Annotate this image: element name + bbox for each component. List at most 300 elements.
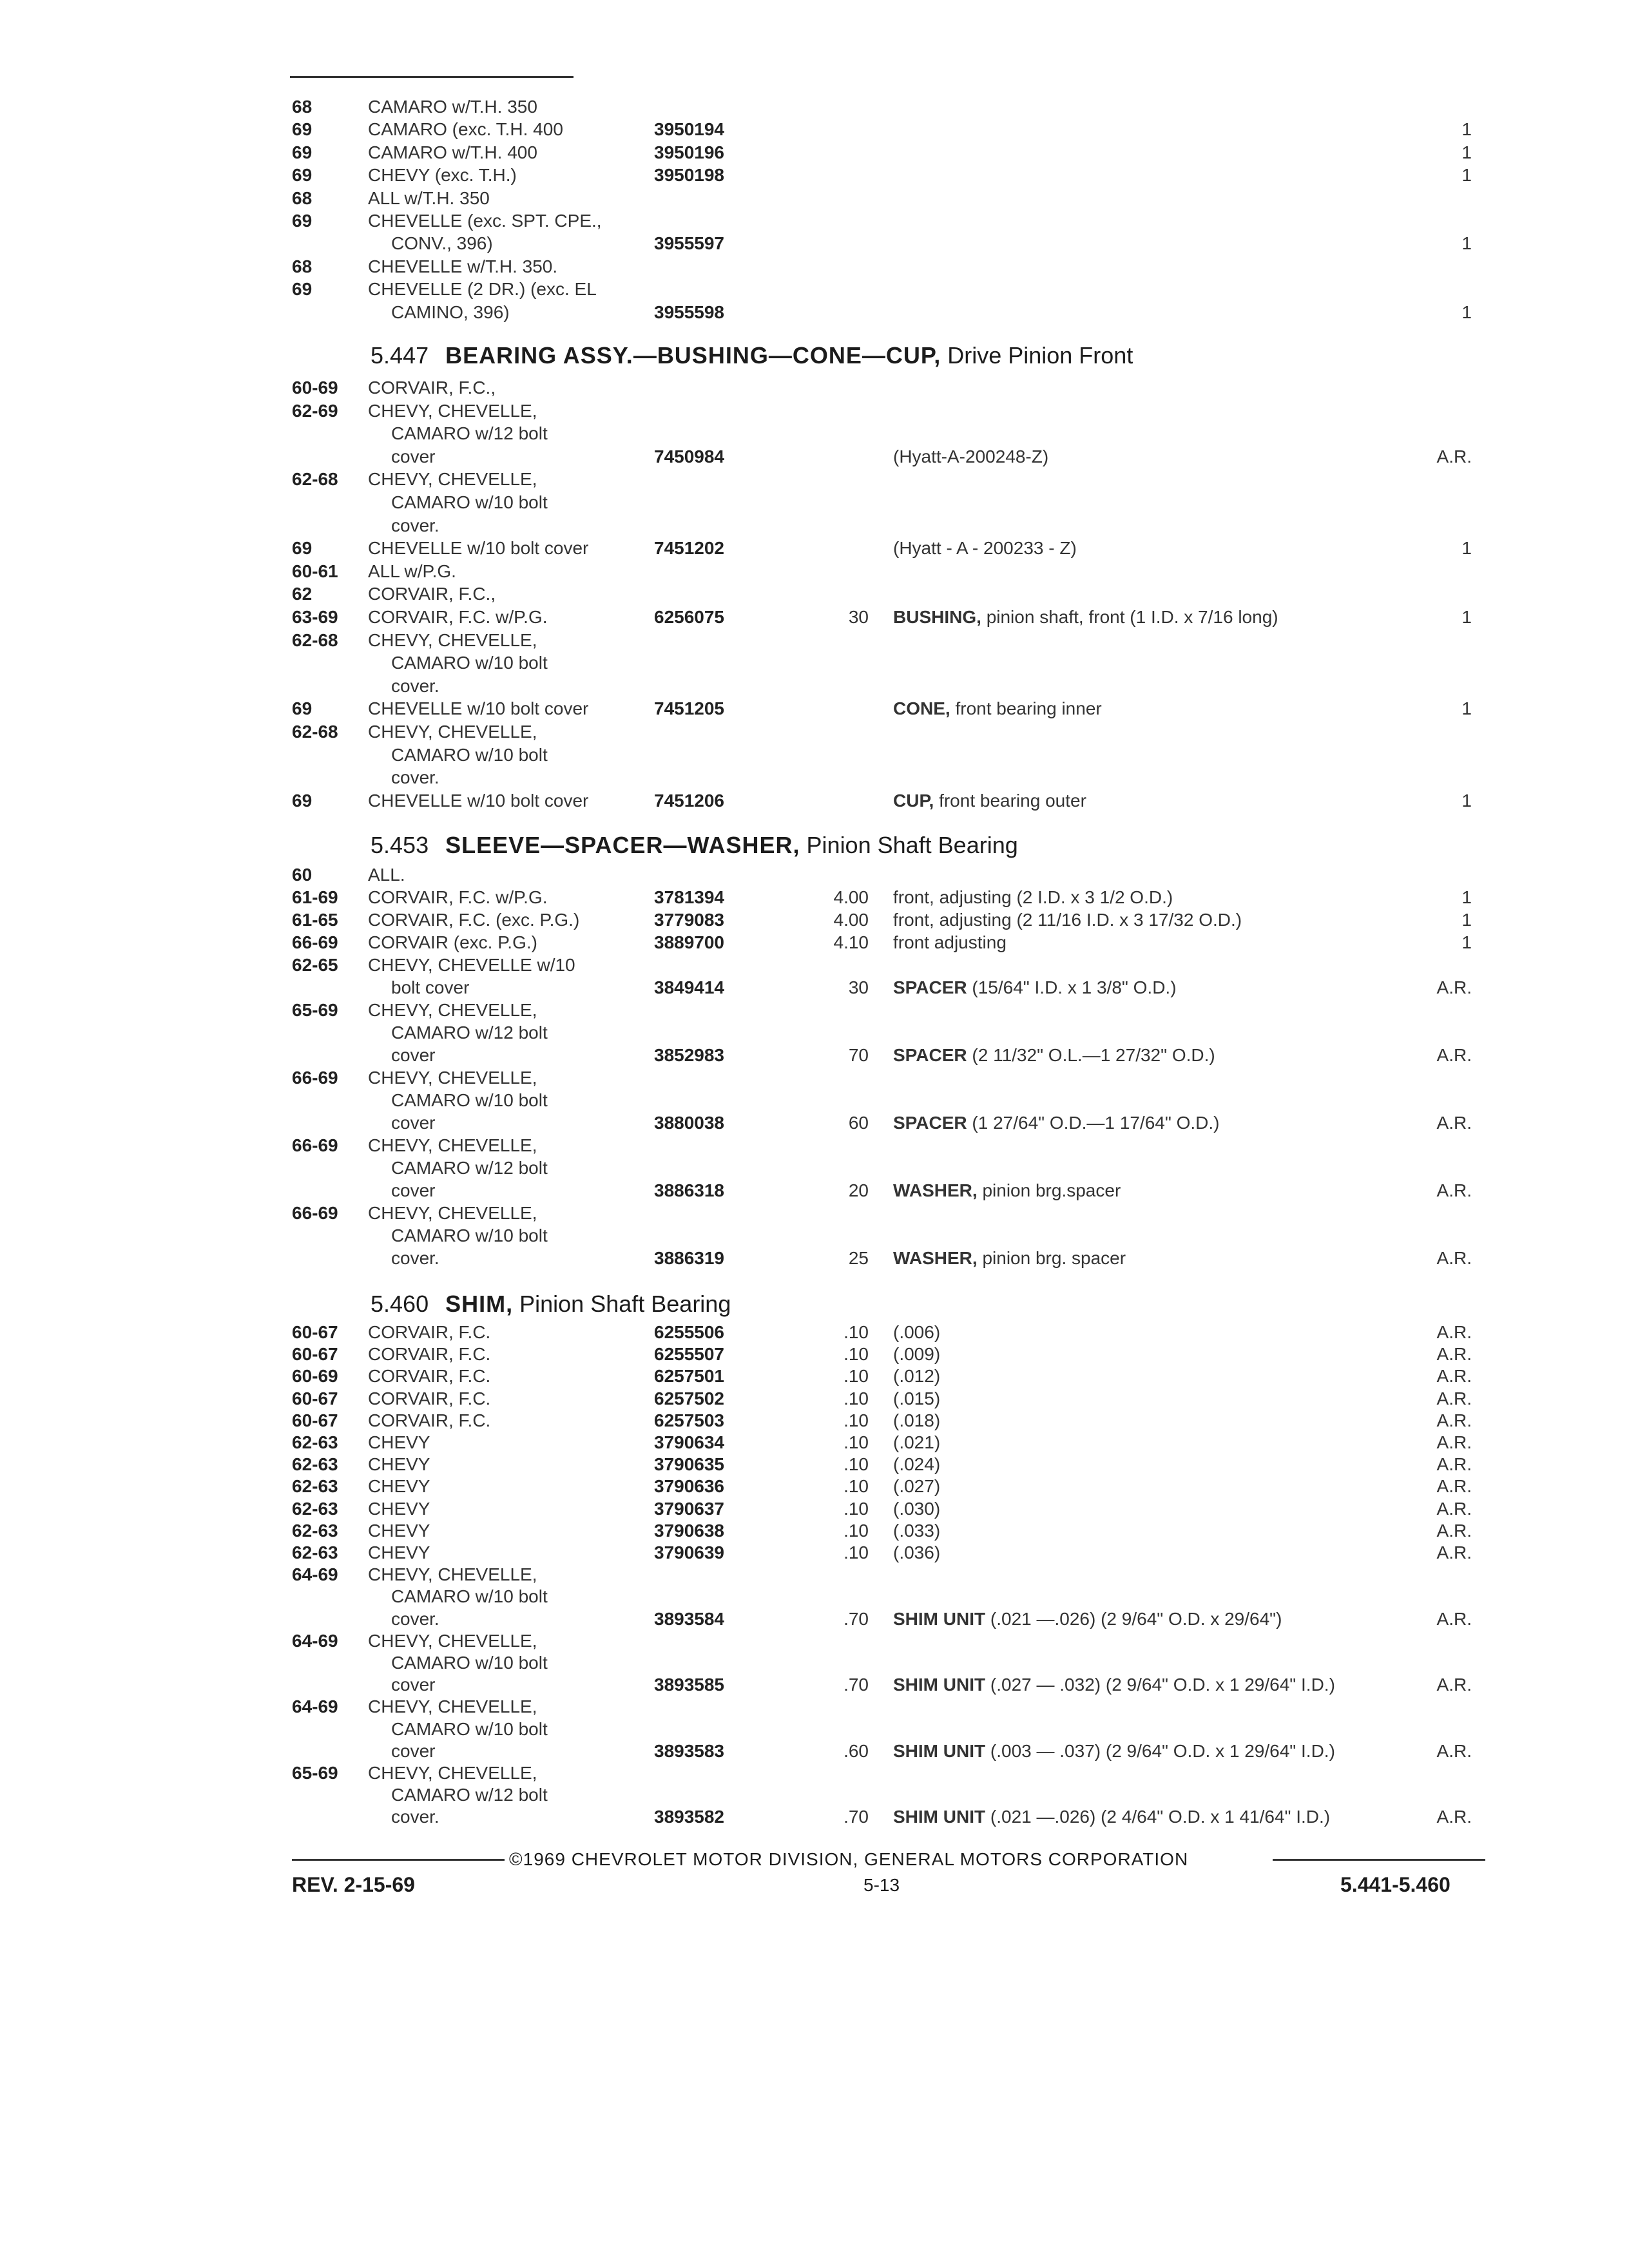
- model-application: CORVAIR, F.C.: [368, 1344, 491, 1365]
- model-years: 61-65: [292, 910, 338, 930]
- part-number: 3852983: [654, 1045, 725, 1065]
- quantity: 1: [1461, 165, 1472, 186]
- model-application: CHEVY, CHEVELLE,: [368, 1068, 537, 1088]
- part-description: [893, 537, 1077, 560]
- parts-row: [0, 1387, 1629, 1410]
- part-number: 3781394: [654, 887, 725, 907]
- part-number: 3893585: [654, 1675, 725, 1695]
- model-years: 62-63: [292, 1498, 338, 1519]
- quantity: 1: [1461, 233, 1472, 254]
- model-application: CAMARO w/10 bolt: [391, 1718, 548, 1739]
- model-years: 69: [292, 279, 313, 300]
- parts-row: [0, 1475, 1629, 1498]
- model-years: 65-69: [292, 1000, 338, 1020]
- part-number: 6257503: [654, 1410, 725, 1430]
- model-application: CHEVY: [368, 1432, 430, 1452]
- model-years: 69: [292, 119, 313, 140]
- quantity: A.R.: [1436, 1542, 1472, 1562]
- parts-row: [0, 629, 1629, 652]
- parts-row: [0, 514, 1629, 537]
- part-description: [893, 1673, 1335, 1696]
- price: .10: [843, 1410, 869, 1430]
- part-description: [893, 1541, 940, 1564]
- parts-row: [0, 606, 1629, 629]
- parts-row: [0, 1541, 1629, 1564]
- quantity: 1: [1461, 142, 1472, 162]
- model-years: 60-69: [292, 378, 338, 398]
- model-application: CHEVY, CHEVELLE,: [368, 629, 537, 650]
- footer-section-range: 5.441-5.460: [1340, 1873, 1451, 1896]
- section-heading-5-447: [371, 340, 1133, 371]
- price: 25: [848, 1248, 869, 1268]
- description-text: (15/64" I.D. x 1 3/8" O.D.): [972, 977, 1177, 997]
- quantity: 1: [1461, 932, 1472, 952]
- quantity: A.R.: [1436, 446, 1472, 466]
- description-text: front, adjusting (2 11/16 I.D. x 3 17/32 O.D.): [893, 910, 1242, 930]
- part-name: SHIM UNIT: [893, 1675, 986, 1695]
- parts-row: [0, 675, 1629, 698]
- parts-row: [0, 1202, 1629, 1225]
- model-application: CAMARO w/12 bolt: [391, 1785, 548, 1805]
- parts-row: [0, 1673, 1629, 1696]
- part-description: [893, 1247, 1126, 1270]
- model-application: CAMARO w/T.H. 400: [368, 142, 537, 162]
- quantity: A.R.: [1436, 1388, 1472, 1408]
- price: .60: [843, 1740, 869, 1761]
- quantity: A.R.: [1436, 1675, 1472, 1695]
- parts-row: [0, 1740, 1629, 1763]
- part-name: SPACER: [893, 1045, 967, 1065]
- price: 4.00: [833, 887, 869, 907]
- part-number: 6255506: [654, 1322, 725, 1342]
- model-years: 66-69: [292, 1203, 338, 1223]
- model-years: 64-69: [292, 1564, 338, 1585]
- model-years: 62-63: [292, 1432, 338, 1452]
- model-application: cover.: [391, 1248, 439, 1268]
- parts-row: [0, 1608, 1629, 1631]
- parts-row: [0, 1431, 1629, 1454]
- part-name: BUSHING,: [893, 607, 981, 627]
- part-number: 3893582: [654, 1807, 725, 1827]
- description-text: (.018): [893, 1410, 941, 1430]
- part-description: [893, 789, 1086, 812]
- part-description: [893, 1179, 1121, 1202]
- model-years: 66-69: [292, 932, 338, 952]
- description-text: (.021 —.026) (2 4/64" O.D. x 1 41/64" I.D.): [990, 1807, 1331, 1827]
- description-text: (.036): [893, 1542, 941, 1562]
- part-name: CONE,: [893, 698, 950, 719]
- model-application: ALL w/P.G.: [368, 561, 456, 581]
- part-number: 3893583: [654, 1740, 725, 1761]
- model-years: 68: [292, 187, 313, 208]
- description-text: (1 27/64" O.D.—1 17/64" O.D.): [972, 1113, 1220, 1133]
- description-text: front, adjusting (2 I.D. x 3 1/2 O.D.): [893, 887, 1173, 907]
- description-text: (2 11/32" O.L.—1 27/32" O.D.): [972, 1045, 1215, 1065]
- part-name: SHIM UNIT: [893, 1807, 986, 1827]
- part-description: [893, 1608, 1282, 1631]
- model-years: 66-69: [292, 1135, 338, 1155]
- price: .10: [843, 1542, 869, 1562]
- model-years: 66-69: [292, 1068, 338, 1088]
- parts-row: [0, 164, 1629, 187]
- parts-row: [0, 1409, 1629, 1432]
- footer-revision: REV. 2-15-69: [292, 1873, 415, 1896]
- model-years: 65-69: [292, 1763, 338, 1783]
- parts-row: [0, 863, 1629, 887]
- quantity: 1: [1461, 790, 1472, 811]
- part-number: 3893584: [654, 1608, 725, 1629]
- part-name: WASHER,: [893, 1180, 978, 1200]
- footer-rule-left: [292, 1859, 505, 1861]
- part-number: 3790639: [654, 1542, 725, 1562]
- parts-row: [0, 1563, 1629, 1586]
- model-application: CAMARO (exc. T.H. 400: [368, 119, 563, 140]
- model-application: CHEVY: [368, 1542, 430, 1562]
- model-years: 60-67: [292, 1410, 338, 1430]
- section-title: SHIM,: [445, 1291, 514, 1317]
- parts-row: [0, 1805, 1629, 1829]
- price: 70: [848, 1045, 869, 1065]
- model-application: cover: [391, 1113, 436, 1133]
- description-text: front bearing inner: [955, 698, 1102, 719]
- model-application: CHEVY (exc. T.H.): [368, 165, 517, 186]
- model-years: 69: [292, 538, 313, 559]
- quantity: 1: [1461, 302, 1472, 322]
- quantity: A.R.: [1436, 1410, 1472, 1430]
- parts-row: [0, 908, 1629, 932]
- parts-row: [0, 232, 1629, 255]
- part-number: 7450984: [654, 446, 725, 466]
- description-text: (.030): [893, 1498, 941, 1519]
- model-application: cover: [391, 1180, 436, 1200]
- model-application: cover.: [391, 515, 439, 535]
- model-application: CHEVY: [368, 1498, 430, 1519]
- model-years: 64-69: [292, 1696, 338, 1717]
- parts-row: [0, 187, 1629, 210]
- parts-row: [0, 1134, 1629, 1157]
- part-description: [893, 886, 1173, 909]
- model-years: 62: [292, 584, 313, 604]
- parts-row: [0, 491, 1629, 514]
- price: 30: [848, 607, 869, 627]
- model-application: CHEVY, CHEVELLE,: [368, 1564, 537, 1585]
- model-application: ALL w/T.H. 350: [368, 187, 490, 208]
- parts-row: [0, 1651, 1629, 1675]
- model-application: CHEVY, CHEVELLE,: [368, 1696, 537, 1717]
- price: 4.10: [833, 932, 869, 952]
- quantity: 1: [1461, 607, 1472, 627]
- model-application: CAMARO w/10 bolt: [391, 1225, 548, 1245]
- model-application: CHEVY, CHEVELLE,: [368, 1630, 537, 1651]
- part-number: 3790634: [654, 1432, 725, 1452]
- model-years: 60: [292, 865, 313, 885]
- parts-row: [0, 931, 1629, 954]
- price: .10: [843, 1498, 869, 1519]
- model-application: CHEVY: [368, 1454, 430, 1475]
- part-description: [893, 976, 1177, 999]
- part-number: 3880038: [654, 1113, 725, 1133]
- part-description: [893, 1519, 940, 1542]
- price: 20: [848, 1180, 869, 1200]
- model-years: 63-69: [292, 607, 338, 627]
- section-title: BEARING ASSY.—BUSHING—CONE—CUP,: [445, 342, 941, 369]
- quantity: A.R.: [1436, 1045, 1472, 1065]
- parts-row: [0, 1111, 1629, 1135]
- description-text: (Hyatt-A-200248-Z): [893, 446, 1049, 466]
- parts-row: [0, 582, 1629, 606]
- description-text: (.033): [893, 1520, 941, 1541]
- model-years: 62-69: [292, 400, 338, 421]
- model-years: 60-67: [292, 1344, 338, 1365]
- model-application: CAMARO w/10 bolt: [391, 492, 548, 512]
- description-text: (.009): [893, 1344, 941, 1365]
- section-heading-5-460: [371, 1289, 731, 1320]
- part-number: 3779083: [654, 910, 725, 930]
- part-number: 3950194: [654, 119, 725, 140]
- part-number: 3790638: [654, 1520, 725, 1541]
- model-application: cover: [391, 1740, 436, 1761]
- parts-row: [0, 422, 1629, 445]
- part-description: [893, 1321, 940, 1344]
- parts-row: [0, 118, 1629, 141]
- parts-row: [0, 1343, 1629, 1366]
- model-years: 62-68: [292, 722, 338, 742]
- parts-row: [0, 1519, 1629, 1542]
- model-application: CORVAIR, F.C.,: [368, 378, 496, 398]
- parts-row: [0, 886, 1629, 909]
- model-application: cover: [391, 1045, 436, 1065]
- part-number: 6255507: [654, 1344, 725, 1365]
- part-description: [893, 1805, 1330, 1829]
- description-text: (.027 — .032) (2 9/64" O.D. x 1 29/64" I.D.): [990, 1675, 1335, 1695]
- description-text: (.021 —.026) (2 9/64" O.D. x 29/64"): [990, 1608, 1282, 1629]
- price: .10: [843, 1520, 869, 1541]
- footer-page-number: 5-13: [863, 1875, 900, 1895]
- parts-row: [0, 209, 1629, 233]
- quantity: A.R.: [1436, 1498, 1472, 1519]
- quantity: A.R.: [1436, 1432, 1472, 1452]
- part-name: SPACER: [893, 977, 967, 997]
- description-text: pinion brg.spacer: [982, 1180, 1121, 1200]
- parts-row: [0, 1585, 1629, 1608]
- description-text: (.027): [893, 1476, 941, 1497]
- model-application: CAMARO w/10 bolt: [391, 1653, 548, 1673]
- model-application: CHEVY, CHEVELLE,: [368, 400, 537, 421]
- part-description: [893, 1431, 940, 1454]
- model-years: 61-69: [292, 887, 338, 907]
- quantity: A.R.: [1436, 1248, 1472, 1268]
- model-application: bolt cover: [391, 977, 470, 997]
- model-application: CORVAIR, F.C.: [368, 1322, 491, 1342]
- part-description: [893, 1475, 940, 1498]
- quantity: A.R.: [1436, 1344, 1472, 1365]
- price: .70: [843, 1608, 869, 1629]
- description-text: (.003 — .037) (2 9/64" O.D. x 1 29/64" I.D.): [990, 1740, 1335, 1761]
- parts-row: [0, 1629, 1629, 1653]
- price: 4.00: [833, 910, 869, 930]
- model-application: CAMARO w/10 bolt: [391, 1090, 548, 1110]
- description-text: (.012): [893, 1366, 941, 1387]
- quantity: A.R.: [1436, 1454, 1472, 1475]
- parts-row: [0, 1089, 1629, 1112]
- quantity: A.R.: [1436, 1366, 1472, 1387]
- part-number: 6257501: [654, 1366, 725, 1387]
- part-number: 3889700: [654, 932, 725, 952]
- price: .10: [843, 1366, 869, 1387]
- quantity: A.R.: [1436, 1520, 1472, 1541]
- parts-row: [0, 1783, 1629, 1807]
- part-description: [893, 697, 1102, 720]
- part-description: [893, 908, 1242, 932]
- model-application: cover.: [391, 767, 439, 788]
- parts-row: [0, 1718, 1629, 1741]
- model-application: ALL.: [368, 865, 405, 885]
- parts-row: [0, 1021, 1629, 1044]
- parts-row: [0, 1497, 1629, 1521]
- part-description: [893, 1365, 940, 1388]
- model-application: CAMARO w/10 bolt: [391, 744, 548, 765]
- description-text: (.021): [893, 1432, 941, 1452]
- parts-row: [0, 301, 1629, 324]
- model-application: CORVAIR (exc. P.G.): [368, 932, 537, 952]
- model-application: CORVAIR, F.C. w/P.G.: [368, 887, 548, 907]
- parts-row: [0, 1321, 1629, 1344]
- description-text: front bearing outer: [939, 790, 1086, 811]
- model-application: cover.: [391, 675, 439, 696]
- description-text: (.024): [893, 1454, 941, 1475]
- footer-rule-right: [1273, 1859, 1485, 1861]
- quantity: 1: [1461, 538, 1472, 559]
- quantity: A.R.: [1436, 1113, 1472, 1133]
- model-application: cover.: [391, 1608, 439, 1629]
- model-application: CORVAIR, F.C. (exc. P.G.): [368, 910, 580, 930]
- parts-row: [0, 789, 1629, 812]
- part-number: 3955597: [654, 233, 725, 254]
- model-application: cover: [391, 1675, 436, 1695]
- part-number: 3950198: [654, 165, 725, 186]
- parts-row: [0, 141, 1629, 164]
- parts-row: [0, 766, 1629, 789]
- part-name: CUP,: [893, 790, 934, 811]
- part-number: 3849414: [654, 977, 725, 997]
- parts-row: [0, 651, 1629, 675]
- model-years: 62-63: [292, 1476, 338, 1497]
- part-description: [893, 445, 1048, 468]
- section-heading-5-453: [371, 830, 1018, 861]
- parts-row: [0, 999, 1629, 1022]
- section-subtitle: Pinion Shaft Bearing: [519, 1291, 731, 1317]
- model-application: CORVAIR, F.C. w/P.G.: [368, 607, 548, 627]
- description-text: front adjusting: [893, 932, 1007, 952]
- parts-row: [0, 697, 1629, 720]
- quantity: 1: [1461, 119, 1472, 140]
- model-application: CHEVELLE w/10 bolt cover: [368, 790, 589, 811]
- price: .10: [843, 1432, 869, 1452]
- price: .10: [843, 1344, 869, 1365]
- part-number: 6256075: [654, 607, 725, 627]
- model-application: CAMARO w/12 bolt: [391, 423, 548, 444]
- description-text: pinion brg. spacer: [982, 1248, 1126, 1268]
- parts-row: [0, 560, 1629, 583]
- model-application: CHEVY, CHEVELLE w/10: [368, 955, 575, 975]
- parts-row: [0, 376, 1629, 399]
- model-application: CHEVY: [368, 1476, 430, 1497]
- part-description: [893, 1453, 940, 1476]
- model-application: CHEVY, CHEVELLE,: [368, 1763, 537, 1783]
- parts-row: [0, 95, 1629, 119]
- parts-row: [0, 1247, 1629, 1270]
- price: 60: [848, 1113, 869, 1133]
- model-application: CHEVY: [368, 1520, 430, 1541]
- model-application: CORVAIR, F.C.,: [368, 584, 496, 604]
- model-application: CHEVY, CHEVELLE,: [368, 469, 537, 490]
- section-number: 5.453: [371, 832, 429, 858]
- part-number: 3790635: [654, 1454, 725, 1475]
- parts-row: [0, 255, 1629, 278]
- part-number: 3790637: [654, 1498, 725, 1519]
- parts-row: [0, 1365, 1629, 1388]
- parts-row: [0, 1695, 1629, 1718]
- part-number: 3955598: [654, 302, 725, 322]
- price: .10: [843, 1388, 869, 1408]
- parts-row: [0, 1762, 1629, 1785]
- parts-row: [0, 1453, 1629, 1476]
- part-number: 3886319: [654, 1248, 725, 1268]
- model-application: CHEVY, CHEVELLE,: [368, 1203, 537, 1223]
- model-application: CHEVELLE w/10 bolt cover: [368, 698, 589, 719]
- part-name: WASHER,: [893, 1248, 978, 1268]
- section-number: 5.447: [371, 342, 429, 369]
- model-application: CORVAIR, F.C.: [368, 1388, 491, 1408]
- parts-row: [0, 744, 1629, 767]
- part-description: [893, 1044, 1215, 1067]
- parts-row: [0, 720, 1629, 744]
- description-text: (Hyatt - A - 200233 - Z): [893, 538, 1077, 559]
- model-application: cover.: [391, 1807, 439, 1827]
- model-years: 69: [292, 698, 313, 719]
- section-number: 5.460: [371, 1291, 429, 1317]
- model-application: CHEVY, CHEVELLE,: [368, 1135, 537, 1155]
- model-years: 69: [292, 142, 313, 162]
- model-application: CHEVELLE (2 DR.) (exc. EL: [368, 279, 597, 300]
- part-name: SHIM UNIT: [893, 1740, 986, 1761]
- model-years: 60-67: [292, 1388, 338, 1408]
- model-application: CORVAIR, F.C.: [368, 1366, 491, 1387]
- price: 30: [848, 977, 869, 997]
- parts-row: [0, 1066, 1629, 1090]
- part-number: 3790636: [654, 1476, 725, 1497]
- part-number: 6257502: [654, 1388, 725, 1408]
- parts-row: [0, 537, 1629, 560]
- part-description: [893, 1740, 1335, 1763]
- quantity: A.R.: [1436, 1807, 1472, 1827]
- part-number: 3886318: [654, 1180, 725, 1200]
- parts-row: [0, 278, 1629, 301]
- parts-row: [0, 1224, 1629, 1247]
- model-application: CAMARO w/10 bolt: [391, 653, 548, 673]
- quantity: 1: [1461, 698, 1472, 719]
- model-application: CHEVELLE w/T.H. 350.: [368, 256, 558, 276]
- quantity: A.R.: [1436, 1608, 1472, 1629]
- part-number: 7451206: [654, 790, 725, 811]
- model-years: 69: [292, 165, 313, 186]
- model-years: 60-61: [292, 561, 338, 581]
- model-years: 69: [292, 211, 313, 231]
- model-years: 62-65: [292, 955, 338, 975]
- model-application: CAMARO w/10 bolt: [391, 1586, 548, 1607]
- model-application: CHEVELLE w/10 bolt cover: [368, 538, 589, 559]
- section-subtitle: Pinion Shaft Bearing: [806, 832, 1018, 858]
